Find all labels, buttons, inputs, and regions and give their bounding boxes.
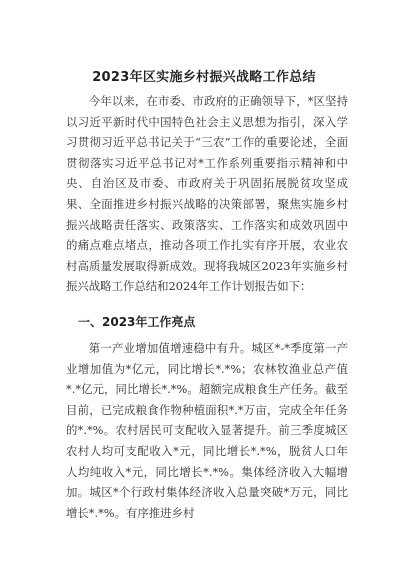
intro-paragraph: 今年以来，在市委、市政府的正确领导下，*区坚持以习近平新时代中国特色社会主义思想为指引，深入学习贯彻习近平总书记关于“三农”工作的重要论述，全面贯彻落实习近平总书记对*工作系列重要指示精神和中央、自治区及市委、市政府关于巩固拓展脱贫攻坚成果、全面推进乡村振兴战略的决策部署，聚焦实施乡村振兴战略责任落实、政策落实、工作落实和成效巩固中的痛点难点堵点，推动各项工作扎实有序开展，农业农村高质量发展取得新成效。现将我城区2023年实施乡村振兴战略工作总结和2024年工作计划报告如下： — [66, 94, 348, 294]
section-paragraph: 第一产业增加值增速稳中有升。城区*-*季度第一产业增加值为*亿元，同比增长*.*%；农林牧渔业总产值*.*亿元，同比增长*.*%。超额完成粮食生产任务。截至目前，已完成粮食作物种植面积*.*万亩，完成全年任务的*.*%。农村居民可支配收入显著提升。前三季度城区农村人均可支配收入*元，同比增长*.*%，脱贫人口年人均纯收入*元，同比增长*.*%。集体经济收入大幅增加。城区*个行政村集体经济收入总量突破*万元，同比增长*.*%。有序推进乡村 — [66, 341, 348, 520]
document-title: 2023年区实施乡村振兴战略工作总结 — [92, 70, 316, 85]
section-heading: 一、2023年工作亮点 — [78, 315, 196, 329]
